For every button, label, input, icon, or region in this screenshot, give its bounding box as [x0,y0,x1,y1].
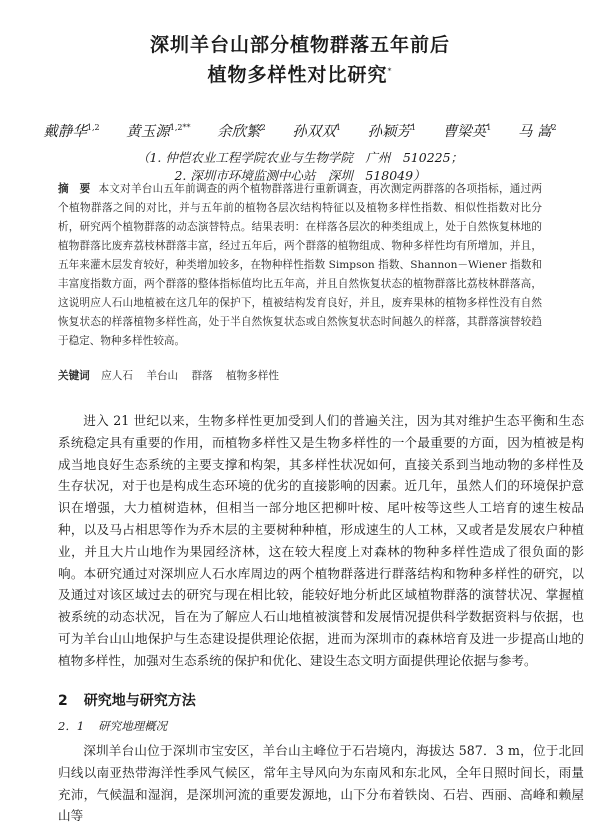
abstract-label: 摘 要 [58,183,91,195]
keyword: 群落 [191,370,213,382]
affiliation-line2: 2. 深圳市环境监测中心站 深圳 518049） [174,168,426,183]
section-heading [58,690,196,710]
subsection-number: 2．1 [58,719,85,733]
author: 戴静华$^{1,2}$ [43,123,100,140]
affiliation-line1: （1. 仲恺农业工程学院农业与生物学院 广州 510225； [136,150,464,165]
abstract [58,180,542,351]
paper-title-line1: 深圳羊台山部分植物群落五年前后 [149,34,450,56]
abstract-text: 本文对羊台山五年前调查的两个植物群落进行重新调查，再次测定两群落的各项指标，通过两个植物群落之间的对比，并与五年前的植物各层次结构特征以及植物多样性指数、相似性指数对比分析，研究两个植物群落的动态演替特点。结果表明：在样落各层次的种类组成上，处于自然恢复林地的植物群落比废弃荔枝林群落丰富，经过五年后，两个群落的植物组成、物种多样性均有所增加，并且，五年来灌木层发育较好，种类增加较多，在物种样性指数 Simpson 指数、Shannon－Wiener 指数和丰富度指数方面，两个群落的整体指标值均比五年高，并且自然恢复状态的植物群落比荔枝林群落高，这说明应人石山地植被在这几年的保护下，植被结构发育良好，并且，废弃果林的植物多样性没有自然恢复状态的样落植物多样性高，处于半自然恢复状态或自然恢复状态时间越久的样落，其群落演替较趋于稳定、物种多样性较高。 [58,183,543,347]
author: 曹梁英$^1$ [442,123,492,140]
author: 孙颖芳$^1$ [367,123,417,140]
subsection-title: 研究地理概况 [98,719,168,733]
keyword: 羊台山 [146,370,179,382]
site-paragraph: 深圳羊台山位于深圳市宝安区，羊台山主峰位于石岩境内，海拔达 587．3 m，位于北回归线以南亚热带海洋性季风气候区，常年主导风向为东南风和东北风，全年日照时间长，雨量充沛，气候温和湿润，是深圳河流的重要发源地，山下分布着铁岗、石岩、西丽、高峰和赖屋山等 [58,743,584,824]
subsection-heading [58,718,167,734]
title-note-mark: * [387,66,393,76]
author-list [0,120,600,141]
paper-title-line2: 植物多样性对比研究* [207,64,393,86]
intro-paragraph: 进入 21 世纪以来，生物多样性更加受到人们的普遍关注，因为其对维护生态平衡和生态系统稳定具有重要的作用，而植物多样性又是生物多样性的一个最重要的方面，因为植被是构成当地良好生态系统的主要支撑和构架，其多样性状况如何，直接关系到当地动物的多样性及生存状况，对于也是构成生态环境的优劣的直接影响的因素。近几年，虽然人们的环境保护意识在增强，大力植树造林，但相当一部分地区把柳叶桉、尾叶桉等这些人工培育的速生桉品种，以及马占相思等作为乔木层的主要树种种植，形成速生的人工林，又或者是发展农户种植业，并且大片山地作为果园经济林，这在较大程度上对森林的物种多样性造成了很负面的影响。本研究通过对深圳应人石水库周边的两个植物群落进行群落结构和物种多样性的研究，以及通过对该区域过去的研究与现在相比较，能较好地分析此区域植物群落的演替状况、掌握植被系统的动态状况，旨在为了解应人石山地植被演替和发展情况提供科学数据资料与依据，也可为羊台山山地保护与生态建设提供理论依据，进而为深圳市的森林培育及进一步提高山地的植物多样性，加强对生态系统的保护和优化、建设生态文明方面提供理论依据与参考。 [58,413,584,668]
section-number: 2 [58,693,68,709]
keyword: 应人石 [101,370,133,382]
author: 孙双双$^1$ [292,123,341,140]
author: 黄玉源$^{1,2**}$ [126,123,191,140]
author: 余欣繁$^2$ [217,123,266,140]
keyword: 植物多样性 [226,370,279,382]
keywords [58,368,542,383]
author: 马 嵩$^2$ [517,123,557,140]
keywords-label: 关键词 [58,370,90,382]
section-title: 研究地与研究方法 [83,693,196,709]
